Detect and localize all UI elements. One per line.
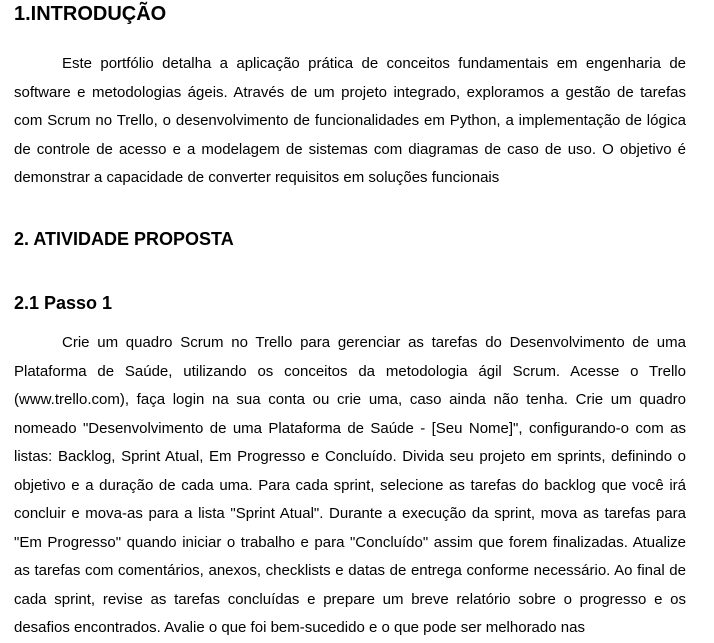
section-heading-introducao: 1.INTRODUÇÃO <box>14 3 167 25</box>
section-heading-atividade-proposta: 2. ATIVIDADE PROPOSTA <box>14 229 234 249</box>
passo-1-paragraph: Crie um quadro Scrum no Trello para gerenciar as tarefas do Desenvolvimento de uma Plataforma de Saúde, utilizando os conceitos da metodologia ágil Scrum. Acesse o Trello (www.trello.com), faça login na sua conta ou crie uma, caso ainda não tenha. Crie um quadro nomeado "Desenvolvimento de uma Plataforma de Saúde - [Seu Nome]", configurando-o com as listas: Backlog, Sprint Atual, Em Progresso e Concluído. Divida seu projeto em sprints, definindo o objetivo e a duração de cada uma. Para cada sprint, selecione as tarefas do backlog que você irá concluir e mova-as para a lista "Sprint Atual". Durante a execução da sprint, mova as tarefas para "Em Progresso" quando iniciar o trabalho e para "Concluído" assim que forem finalizadas. Atualize as tarefas com comentários, anexos, checklists e datas de entrega conforme necessário. Ao final de cada sprint, revise as tarefas concluídas e prepare um breve relatório sobre o progresso e os desafios encontrados. Avalie o que foi bem-sucedido e o que pode ser melhorado nas <box>14 334 686 636</box>
intro-paragraph: Este portfólio detalha a aplicação prática de conceitos fundamentais em engenharia de software e metodologias ágeis. Através de um projeto integrado, exploramos a gestão de tarefas com Scrum no Trello, o desenvolvimento de funcionalidades em Python, a implementação de lógica de controle de acesso e a modelagem de sistemas com diagramas de caso de uso. O objetivo é demonstrar a capacidade de converter requisitos em soluções funcionais <box>14 55 686 186</box>
subsection-heading-passo-1: 2.1 Passo 1 <box>14 293 113 313</box>
